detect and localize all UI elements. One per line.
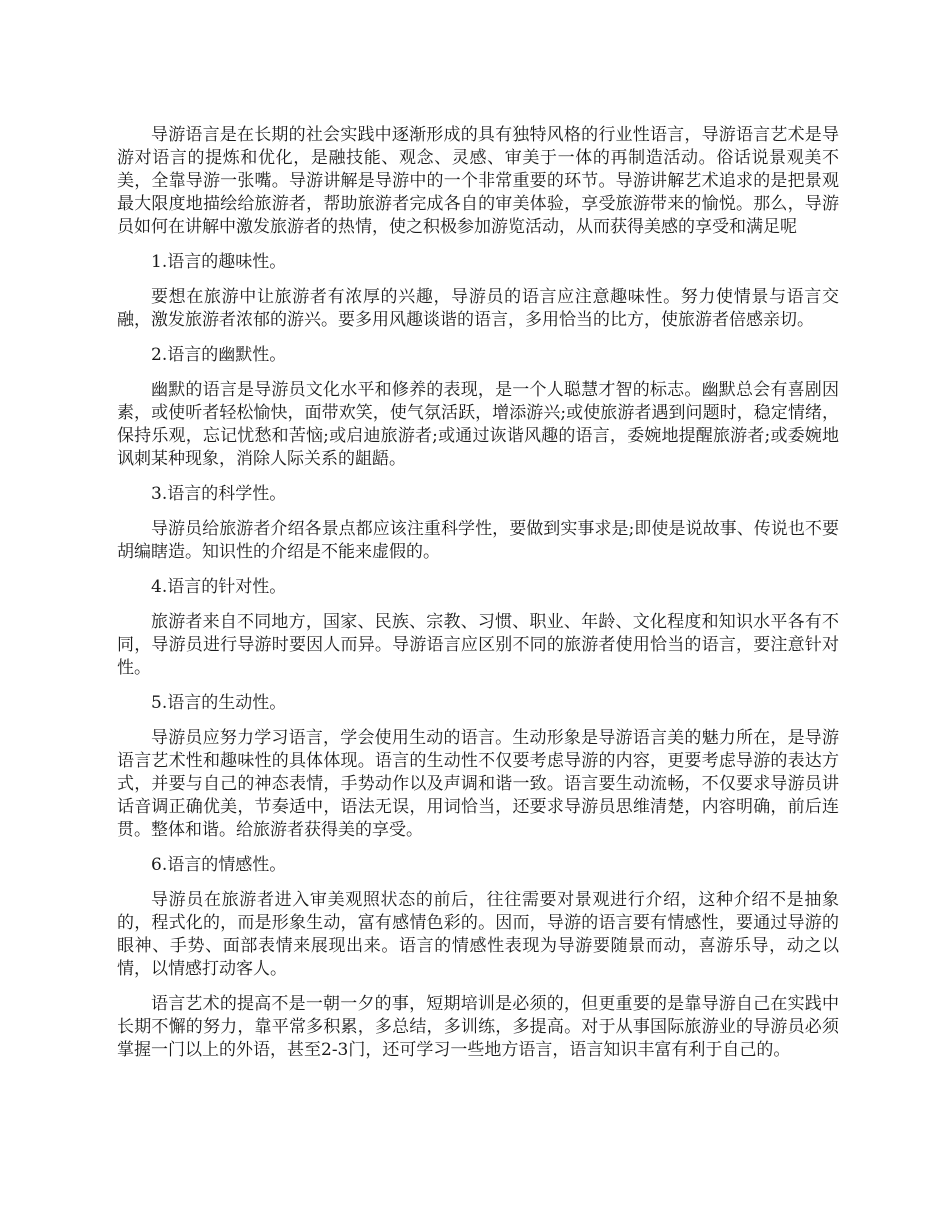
- section-heading-4: 4.语言的针对性。: [151, 577, 287, 597]
- section-body-4: 旅游者来自不同地方，国家、民族、宗教、习惯、职业、年龄、文化程度和知识水平各有不同，导游员进行导游时要因人而异。导游语言应区别不同的旅游者使用恰当的语言，要注意针对性。: [117, 612, 839, 678]
- section-body-3: 导游员给旅游者介绍各景点都应该注重科学性，要做到实事求是;即使是说故事、传说也不要胡编瞎造。知识性的介绍是不能来虚假的。: [117, 519, 839, 562]
- intro-paragraph: 导游语言是在长期的社会实践中逐渐形成的具有独特风格的行业性语言，导游语言艺术是导游对语言的提炼和优化，是融技能、观念、灵感、审美于一体的再制造活动。俗话说景观美不美，全靠导游一张嘴。导游讲解是导游中的一个非常重要的环节。导游讲解艺术追求的是把景观最大限度地描绘给旅游者，帮助旅游者完成各自的审美体验，享受旅游带来的愉悦。那么，导游员如何在讲解中激发旅游者的热情，使之积极参加游览活动，从而获得美感的享受和满足呢: [117, 125, 839, 237]
- conclusion-paragraph: 语言艺术的提高不是一朝一夕的事，短期培训是必须的，但更重要的是靠导游自己在实践中长期不懈的努力，靠平常多积累，多总结，多训练，多提高。对于从事国际旅游业的导游员必须掌握一门以上的外语，甚至2-3门，还可学习一些地方语言，语言知识丰富有利于自己的。: [117, 994, 839, 1060]
- section-heading-1: 1.语言的趣味性。: [151, 252, 287, 272]
- section-heading-3: 3.语言的科学性。: [151, 484, 287, 504]
- section-heading-6: 6.语言的情感性。: [151, 855, 287, 875]
- section-body-6: 导游员在旅游者进入审美观照状态的前后，往往需要对景观进行介绍，这种介绍不是抽象的，程式化的，而是形象生动，富有感情色彩的。因而，导游的语言要有情感性，要通过导游的眼神、手势、面部表情来展现出来。语言的情感性表现为导游要随景而动，喜游乐导，动之以情，以情感打动客人。: [117, 890, 839, 979]
- section-heading-5: 5.语言的生动性。: [151, 693, 287, 713]
- document-body: [117, 124, 839, 1074]
- section-heading-2: 2.语言的幽默性。: [151, 345, 287, 365]
- section-body-2: 幽默的语言是导游员文化水平和修养的表现，是一个人聪慧才智的标志。幽默总会有喜剧因素，或使听者轻松愉快，面带欢笑，使气氛活跃，增添游兴;或使旅游者遇到问题时，稳定情绪，保持乐观，忘记忧愁和苦恼;或启迪旅游者;或通过诙谐风趣的语言，委婉地提醒旅游者;或委婉地讽刺某种现象，消除人际关系的龃龉。: [117, 380, 839, 469]
- section-body-5: 导游员应努力学习语言，学会使用生动的语言。生动形象是导游语言美的魅力所在，是导游语言艺术性和趣味性的具体体现。语言的生动性不仅要考虑导游的内容，更要考虑导游的表达方式，并要与自己的神态表情，手势动作以及声调和谐一致。语言要生动流畅，不仅要求导游员讲话音调正确优美，节奏适中，语法无误，用词恰当，还要求导游员思维清楚，内容明确，前后连贯。整体和谐。给旅游者获得美的享受。: [117, 728, 839, 840]
- section-body-1: 要想在旅游中让旅游者有浓厚的兴趣，导游员的语言应注意趣味性。努力使情景与语言交融，激发旅游者浓郁的游兴。要多用风趣谈谐的语言，多用恰当的比方，使旅游者倍感亲切。: [117, 287, 839, 330]
